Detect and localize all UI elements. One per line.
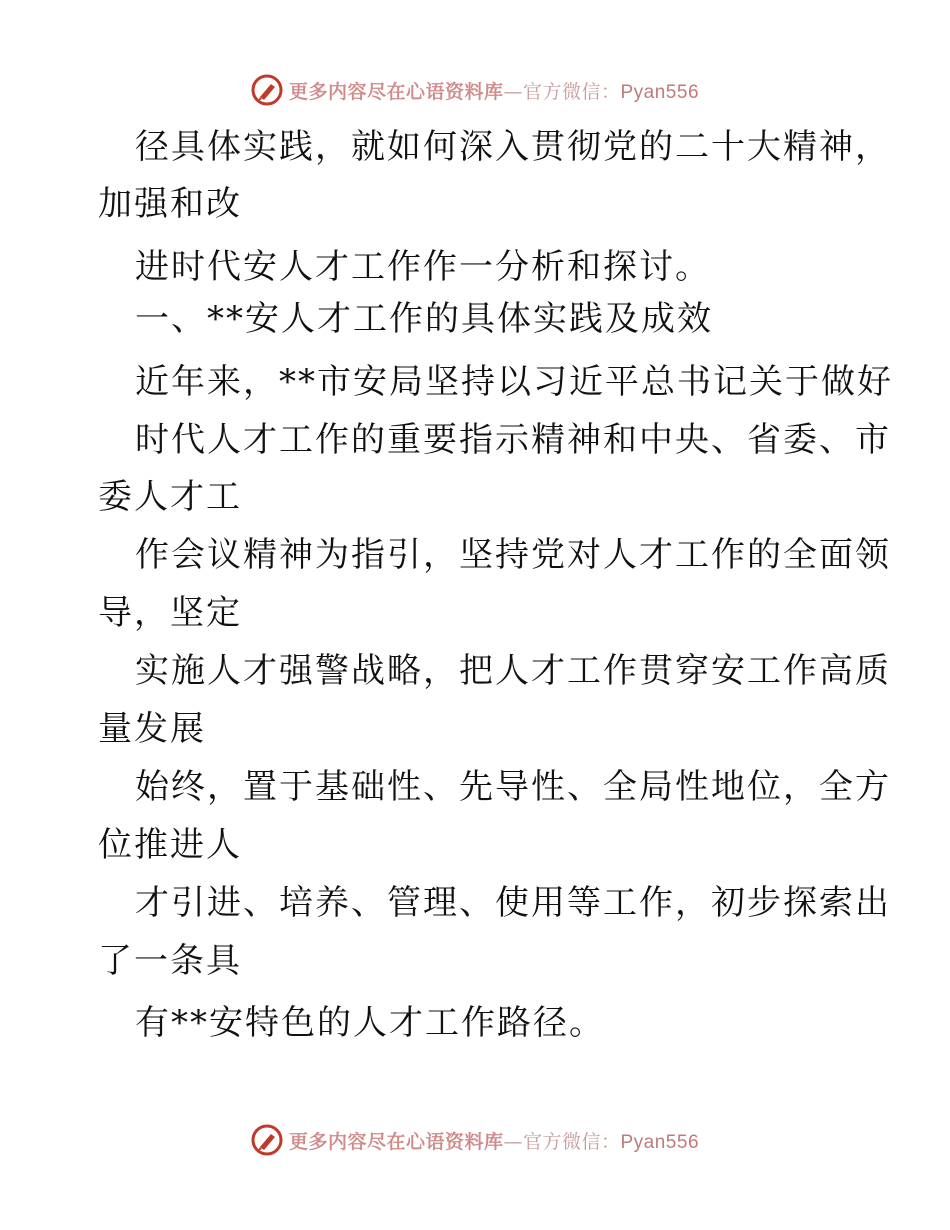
body-line-6: 时代人才工作的重要指示精神和中央、省委、市 — [135, 420, 891, 460]
pen-logo-icon — [251, 1124, 283, 1156]
pen-logo-icon — [251, 74, 283, 106]
body-line-14: 才引进、培养、管理、使用等工作，初步探索出 — [135, 883, 891, 923]
body-line-3: 进时代安人才工作作一分析和探讨。 — [135, 247, 711, 287]
footer-wechat-label: 官方微信： — [522, 1130, 621, 1153]
body-line-10: 实施人才强警战略，把人才工作贯穿安工作高质 — [135, 651, 891, 691]
body-line-13: 位推进人 — [98, 825, 242, 865]
footer-main-text: 更多内容尽在心语资料库 — [288, 1130, 504, 1153]
header-main-text: 更多内容尽在心语资料库 — [288, 80, 504, 103]
body-line-7: 委人才工 — [98, 477, 242, 517]
body-line-9: 导，坚定 — [98, 593, 242, 633]
footer-watermark — [0, 1120, 950, 1160]
footer-dash: — — [503, 1130, 523, 1153]
header-wechat-id: Pyan556 — [620, 81, 700, 103]
body-line-2: 加强和改 — [98, 184, 242, 224]
body-line-8: 作会议精神为指引，坚持党对人才工作的全面领 — [135, 535, 891, 575]
header-dash: — — [503, 80, 523, 103]
body-line-12: 始终，置于基础性、先导性、全局性地位，全方 — [135, 767, 891, 807]
body-line-11: 量发展 — [98, 709, 206, 749]
body-line-15: 了一条具 — [98, 941, 242, 981]
body-line-5: 近年来，**市安局坚持以习近平总书记关于做好 — [135, 362, 893, 402]
header-wechat-label: 官方微信： — [522, 80, 621, 103]
body-line-4: 一、**安人才工作的具体实践及成效 — [135, 299, 713, 339]
body-line-1: 径具体实践，就如何深入贯彻党的二十大精神， — [135, 127, 891, 167]
footer-wechat-id: Pyan556 — [620, 1131, 700, 1153]
body-line-16: 有**安特色的人才工作路径。 — [135, 1003, 605, 1043]
header-watermark — [0, 70, 950, 110]
